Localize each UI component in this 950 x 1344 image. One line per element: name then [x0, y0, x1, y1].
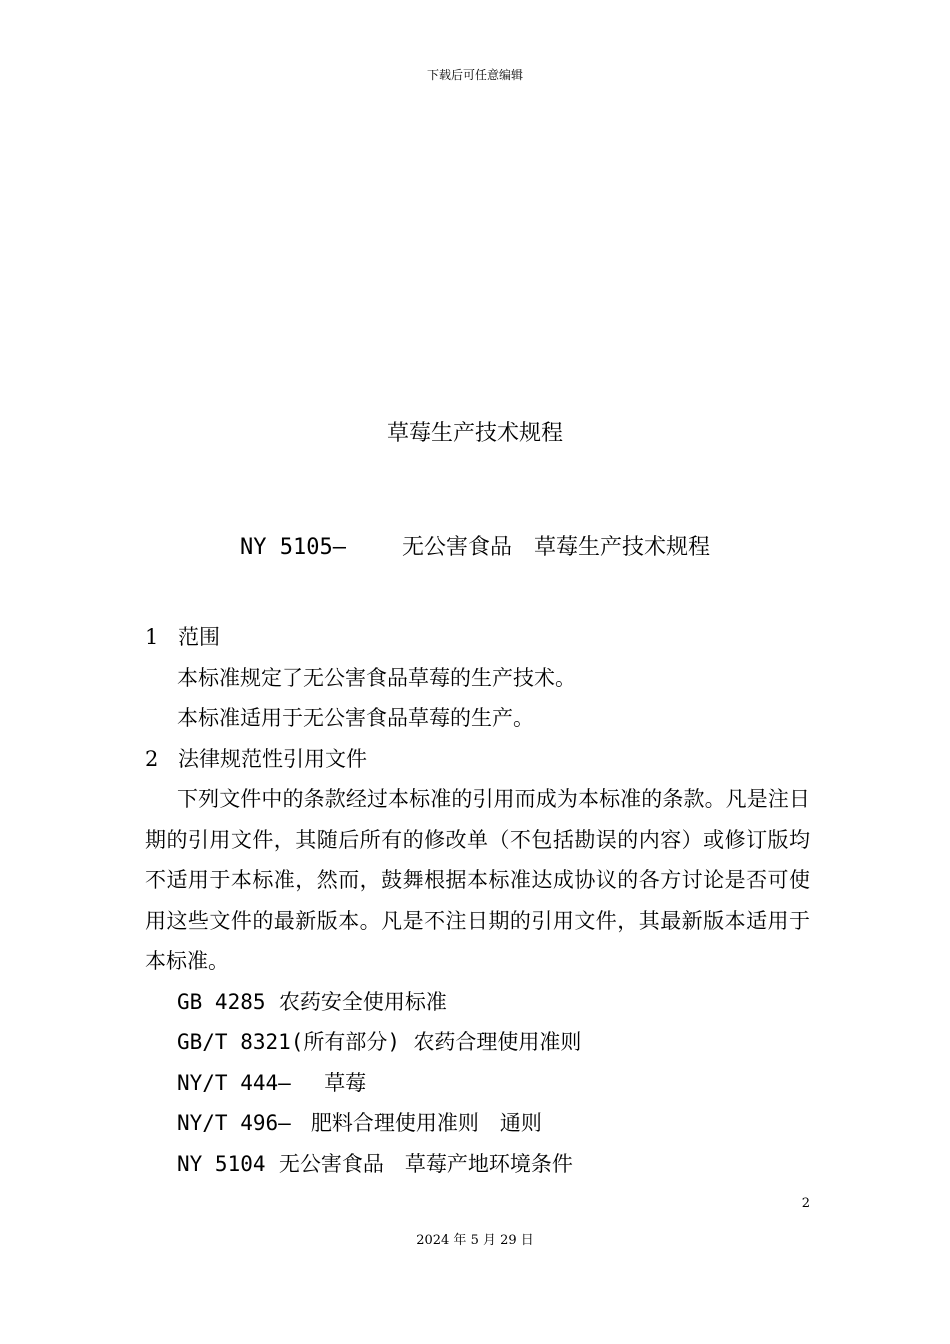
header-note: 下载后可任意编辑 [426, 68, 523, 82]
reference-title: 肥料合理使用准则 通则 [310, 1111, 542, 1135]
reference-title: 草莓 [324, 1070, 367, 1095]
scope-line: 本标准规定了无公害食品草莓的生产技术。 [177, 665, 576, 690]
reference-code: NY/T 496— [177, 1111, 291, 1135]
reference-item [145, 1063, 810, 1104]
section-title: 范围 [178, 625, 220, 649]
document-body [145, 617, 810, 1184]
standard-title: 无公害食品 草莓生产技术规程 [401, 535, 710, 560]
section-heading-scope [145, 617, 810, 658]
reference-item [145, 982, 810, 1023]
scope-line: 本标准适用于无公害食品草莓的生产。 [177, 706, 534, 730]
footer-date: 2024 年 5 月 29 日 [416, 1233, 534, 1248]
section-number: 2 [145, 746, 159, 771]
reference-item [145, 1144, 810, 1185]
standard-code: NY 5105— [240, 535, 346, 560]
document-subtitle [0, 530, 950, 561]
page-number: 2 [801, 1196, 810, 1211]
reference-item [145, 1103, 810, 1144]
document-title: 草莓生产技术规程 [386, 421, 563, 446]
reference-title: 农药合理使用准则 [413, 1030, 582, 1054]
section-heading-references [145, 739, 810, 780]
reference-item [145, 1022, 810, 1063]
reference-code: GB/T 8321(所有部分) [177, 1030, 401, 1054]
references-paragraph: 下列文件中的条款经过本标准的引用而成为本标准的条款。凡是注日期的引用文件，其随后所有的修改单（不包括勘误的内容）或修订版均不适用于本标准，然而，鼓舞根据本标准达成协议的各方讨论是否可使用这些文件的最新版本。凡是不注日期的引用文件，其最新版本适用于本标准。 [145, 787, 810, 973]
section-title: 法律规范性引用文件 [178, 746, 367, 771]
reference-code: NY/T 444— [177, 1070, 291, 1095]
reference-code: NY 5104 [177, 1151, 266, 1176]
reference-title: 无公害食品 草莓产地环境条件 [278, 1151, 573, 1176]
section-number: 1 [145, 625, 159, 649]
reference-code: GB 4285 [177, 989, 266, 1014]
reference-title: 农药安全使用标准 [278, 989, 447, 1014]
